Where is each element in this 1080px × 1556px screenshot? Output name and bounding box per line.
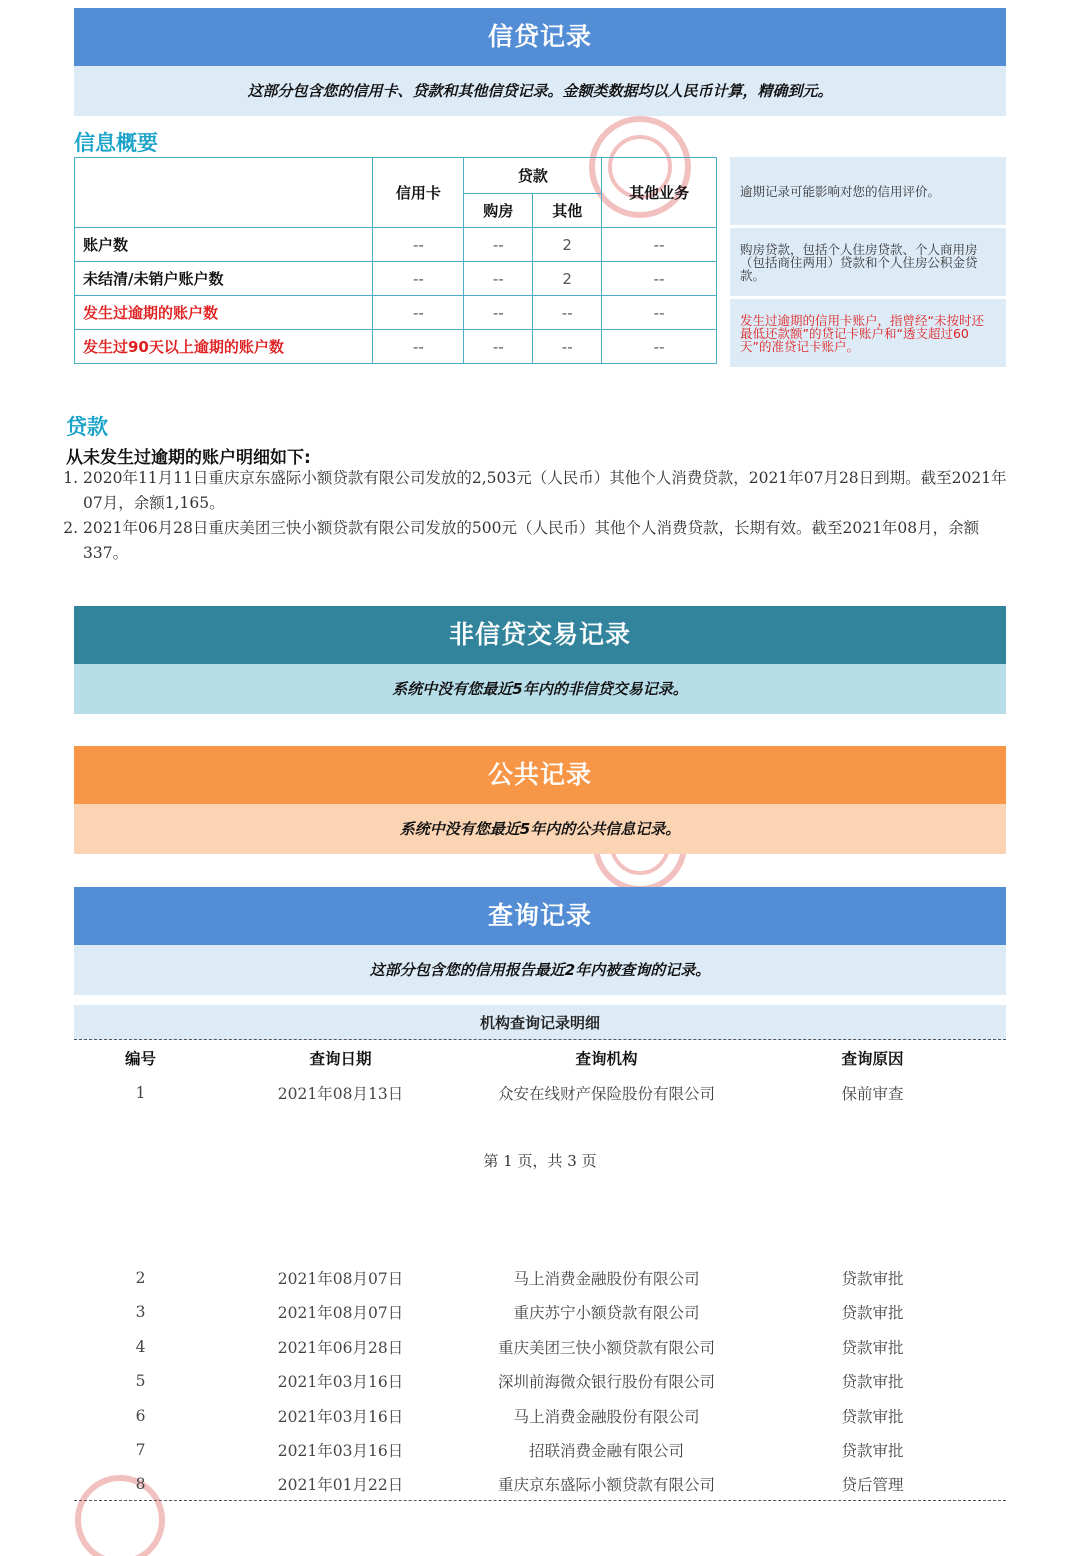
public-records-title: 公共记录 [74, 746, 1006, 804]
row-date: 2021年03月16日 [277, 1442, 404, 1460]
row-number: 6 [135, 1407, 146, 1425]
row-label: 发生过90天以上逾期的账户数 [75, 330, 373, 364]
summary-row [75, 296, 717, 330]
row-reason: 贷款审批 [841, 1373, 904, 1391]
row-date: 2021年08月13日 [277, 1085, 404, 1103]
table-row [74, 1467, 1006, 1501]
cell-card: -- [373, 330, 464, 364]
row-reason: 贷款审批 [841, 1304, 904, 1322]
table-bottom-divider [74, 1500, 1006, 1501]
summary-row [75, 228, 717, 262]
col-loan: 贷款 [464, 158, 602, 194]
row-institution: 重庆京东盛际小额贷款有限公司 [497, 1476, 715, 1494]
query-section-title: 查询记录 [74, 887, 1006, 945]
row-date: 2021年08月07日 [277, 1270, 404, 1288]
page-indicator: 第 1 页，共 3 页 [483, 1152, 597, 1170]
col-other: 其他 [533, 194, 602, 228]
cell-business: -- [602, 262, 717, 296]
table-row [74, 1433, 1006, 1467]
row-label: 账户数 [75, 228, 373, 262]
non-credit-subtitle: 系统中没有您最近5年内的非信贷交易记录。 [74, 664, 1006, 714]
row-date: 2021年08月07日 [277, 1304, 404, 1322]
note-overdue-card: 发生过逾期的信用卡账户，指曾经“未按时还最低还款额”的贷记卡账户和“透支超过60天”的准贷记卡账户。 [730, 299, 1006, 367]
col-query-date: 查询日期 [309, 1050, 372, 1068]
row-institution: 深圳前海微众银行股份有限公司 [497, 1373, 715, 1391]
col-query-institution: 查询机构 [575, 1050, 638, 1068]
row-date: 2021年01月22日 [277, 1476, 404, 1494]
loan-item: 1. 2020年11月11日重庆京东盛际小额贷款有限公司发放的2,503元（人民币）其他个人消费贷款，2021年07月28日到期。截至2021年07月，余额1,165。 [83, 466, 1023, 516]
query-table-title: 机构查询记录明细 [74, 1005, 1006, 1040]
row-number: 1 [135, 1084, 146, 1102]
table-row [74, 1295, 1006, 1329]
loan-list [66, 466, 1023, 566]
query-section [74, 887, 1006, 995]
row-date: 2021年03月16日 [277, 1408, 404, 1426]
row-institution: 重庆苏宁小额贷款有限公司 [513, 1304, 700, 1322]
summary-notes [730, 157, 1006, 370]
table-row [74, 1399, 1006, 1433]
cell-other: 2 [533, 228, 602, 262]
cell-business: -- [602, 330, 717, 364]
note-overdue-impact: 逾期记录可能影响对您的信用评价。 [730, 157, 1006, 225]
col-other-business: 其他业务 [602, 158, 717, 228]
row-number: 3 [135, 1303, 146, 1321]
cell-housing: -- [464, 330, 533, 364]
cell-card: -- [373, 228, 464, 262]
row-number: 2 [135, 1269, 146, 1287]
row-number: 5 [135, 1372, 146, 1390]
summary-table [74, 157, 717, 364]
table-row [74, 1261, 1006, 1295]
table-row [74, 1364, 1006, 1398]
credit-section-subtitle: 这部分包含您的信用卡、贷款和其他信贷记录。金额类数据均以人民币计算，精确到元。 [74, 66, 1006, 116]
row-number: 7 [135, 1441, 146, 1459]
credit-section [74, 8, 1006, 116]
loans-heading: 贷款 [66, 415, 108, 439]
row-reason: 贷款审批 [841, 1442, 904, 1460]
note-housing-loan: 购房贷款，包括个人住房贷款、个人商用房（包括商住两用）贷款和个人住房公积金贷款。 [730, 228, 1006, 296]
summary-heading: 信息概要 [74, 131, 158, 155]
summary-corner-cell [75, 158, 373, 228]
cell-card: -- [373, 262, 464, 296]
row-institution: 马上消费金融股份有限公司 [513, 1270, 700, 1288]
row-reason: 贷款审批 [841, 1408, 904, 1426]
credit-section-title: 信贷记录 [74, 8, 1006, 66]
row-institution: 招联消费金融有限公司 [528, 1442, 684, 1460]
cell-housing: -- [464, 262, 533, 296]
query-section-subtitle: 这部分包含您的信用报告最近2年内被查询的记录。 [74, 945, 1006, 995]
cell-other: -- [533, 330, 602, 364]
row-reason: 保前审查 [841, 1085, 904, 1103]
cell-other: 2 [533, 262, 602, 296]
cell-housing: -- [464, 228, 533, 262]
table-row [74, 1076, 1006, 1110]
row-label: 未结清/未销户账户数 [75, 262, 373, 296]
row-institution: 马上消费金融股份有限公司 [513, 1408, 700, 1426]
non-credit-section [74, 606, 1006, 714]
row-institution: 众安在线财产保险股份有限公司 [497, 1085, 715, 1103]
row-date: 2021年03月16日 [277, 1373, 404, 1391]
loan-item: 2. 2021年06月28日重庆美团三快小额贷款有限公司发放的500元（人民币）其他个人消费贷款，长期有效。截至2021年08月，余额337。 [83, 516, 1023, 566]
row-institution: 重庆美团三快小额贷款有限公司 [497, 1339, 715, 1357]
query-table-header [74, 1041, 1006, 1075]
summary-row [75, 262, 717, 296]
table-row [74, 1330, 1006, 1364]
col-credit-card: 信用卡 [373, 158, 464, 228]
non-credit-title: 非信贷交易记录 [74, 606, 1006, 664]
summary-row [75, 330, 717, 364]
cell-housing: -- [464, 296, 533, 330]
row-number: 4 [135, 1338, 146, 1356]
cell-business: -- [602, 228, 717, 262]
col-housing: 购房 [464, 194, 533, 228]
cell-business: -- [602, 296, 717, 330]
col-number: 编号 [124, 1050, 156, 1068]
loans-intro: 从未发生过逾期的账户明细如下: [66, 448, 311, 468]
row-reason: 贷款审批 [841, 1270, 904, 1288]
row-reason: 贷款审批 [841, 1339, 904, 1357]
row-number: 8 [135, 1475, 146, 1493]
col-query-reason: 查询原因 [841, 1050, 904, 1068]
cell-other: -- [533, 296, 602, 330]
public-records-section [74, 746, 1006, 854]
public-records-subtitle: 系统中没有您最近5年内的公共信息记录。 [74, 804, 1006, 854]
row-date: 2021年06月28日 [277, 1339, 404, 1357]
cell-card: -- [373, 296, 464, 330]
row-label: 发生过逾期的账户数 [75, 296, 373, 330]
row-reason: 贷后管理 [841, 1476, 904, 1494]
